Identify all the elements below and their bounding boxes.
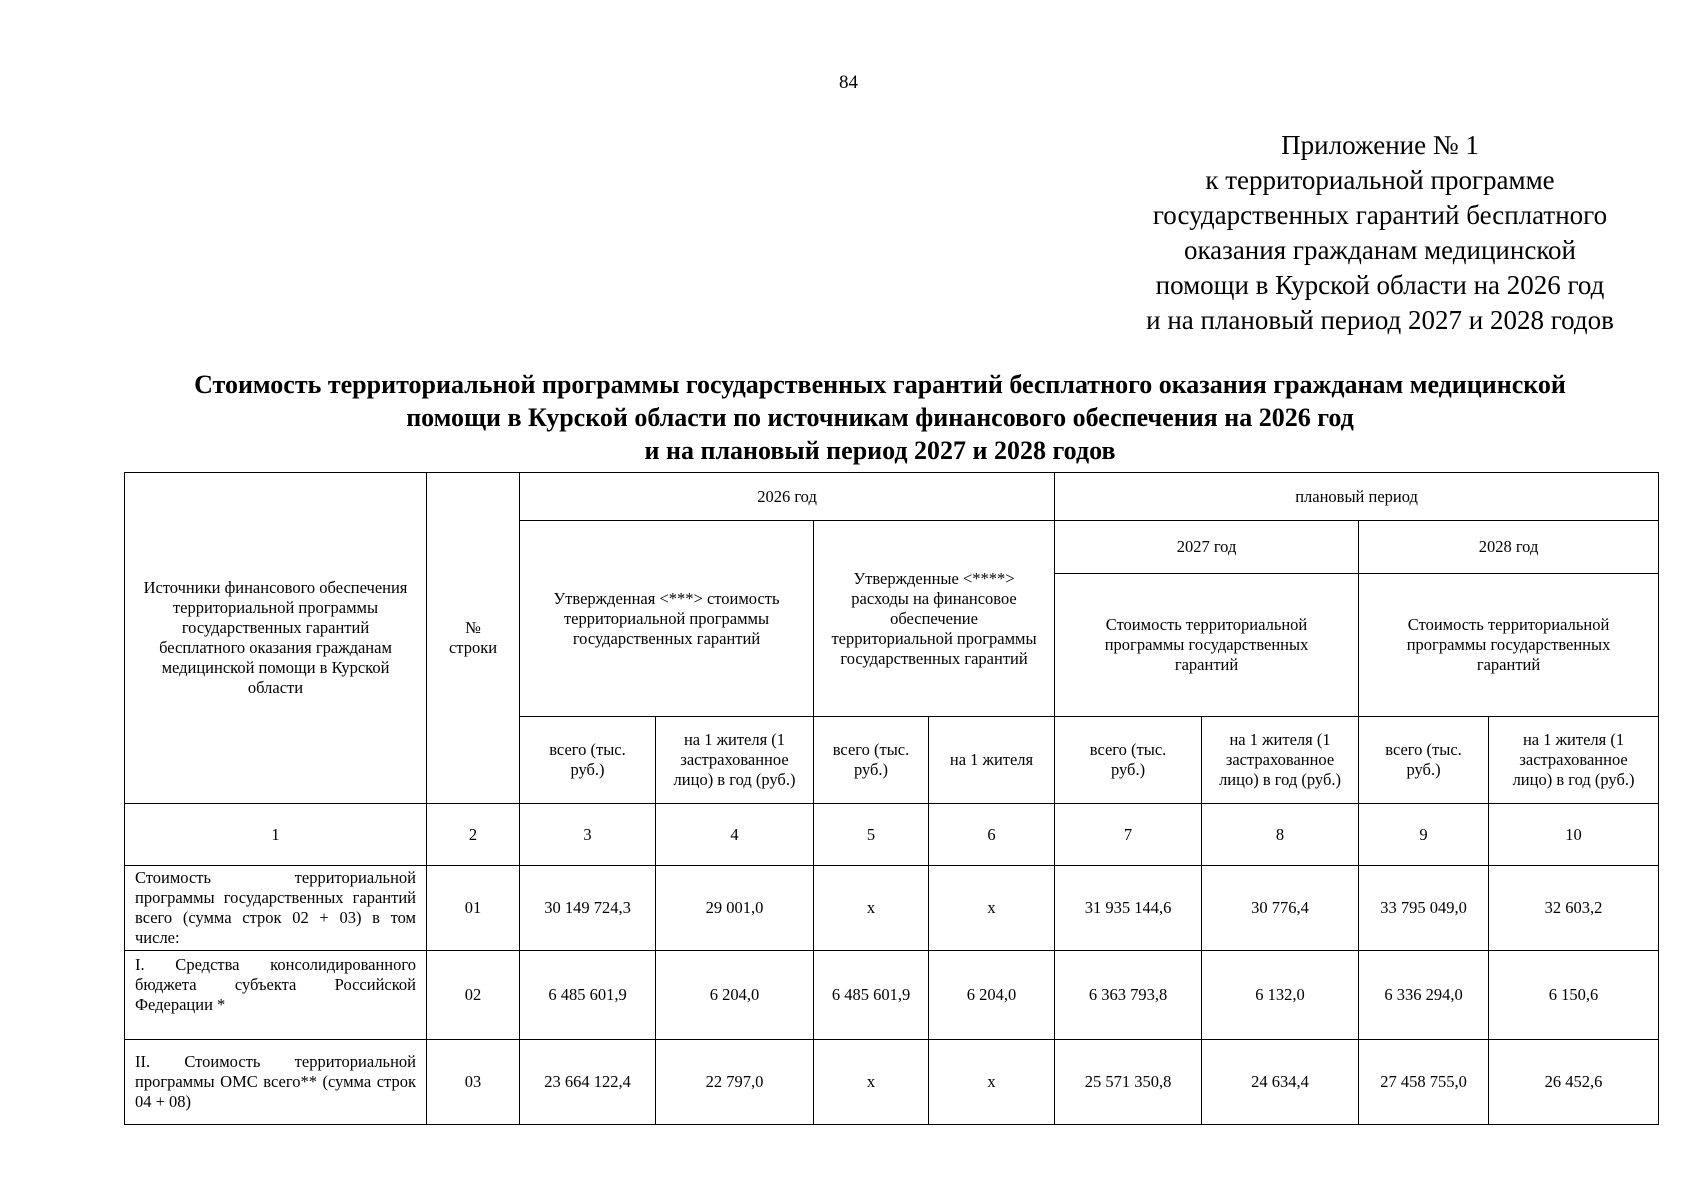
header-cost-2027: Стоимость территориальной программы государственных гарантий — [1055, 574, 1359, 717]
header-source: Источники финансового обеспечения территориальной программы государственных гарантий бесплатного оказания гражданам медицинской помощи в Курской области — [125, 473, 427, 804]
row-code: 01 — [427, 866, 520, 951]
table-row — [125, 951, 1659, 1040]
cell-value: 6 204,0 — [656, 951, 814, 1040]
column-number: 1 — [125, 804, 427, 866]
cell-value: 6 485 601,9 — [520, 951, 656, 1040]
row-code: 03 — [427, 1040, 520, 1125]
header-approved-cost: Утвержденная <***> стоимость территориальной программы государственных гарантий — [520, 521, 814, 717]
cell-value: 22 797,0 — [656, 1040, 814, 1125]
appendix-line: государственных гарантий бесплатного — [1152, 200, 1608, 230]
cell-value: х — [814, 866, 929, 951]
title-line: Стоимость территориальной программы государственных гарантий бесплатного оказания гражданам медицинской — [194, 370, 1566, 399]
column-number: 10 — [1489, 804, 1659, 866]
column-number: 3 — [520, 804, 656, 866]
header-year-2027: 2027 год — [1055, 521, 1359, 574]
title-line: и на плановый период 2027 и 2028 годов — [644, 436, 1116, 465]
cell-value: 30 149 724,3 — [520, 866, 656, 951]
header-planned-period: плановый период — [1055, 473, 1659, 521]
row-code: 02 — [427, 951, 520, 1040]
cell-value: 27 458 755,0 — [1359, 1040, 1489, 1125]
column-number: 4 — [656, 804, 814, 866]
cell-value: 31 935 144,6 — [1055, 866, 1202, 951]
column-number-row — [125, 804, 1659, 866]
page-number: 84 — [839, 72, 858, 93]
cell-value: 29 001,0 — [656, 866, 814, 951]
appendix-line: Приложение № 1 — [1281, 130, 1479, 160]
table-row — [125, 866, 1659, 951]
header-total: всего (тыс. руб.) — [1359, 717, 1489, 804]
header-total: всего (тыс. руб.) — [1055, 717, 1202, 804]
cell-value: 6 132,0 — [1202, 951, 1359, 1040]
column-number: 9 — [1359, 804, 1489, 866]
cell-value: 25 571 350,8 — [1055, 1040, 1202, 1125]
header-year-2026: 2026 год — [520, 473, 1055, 521]
header-row-number: № строки — [427, 473, 520, 804]
cell-value: 6 150,6 — [1489, 951, 1659, 1040]
appendix-header — [1110, 128, 1650, 338]
cell-value: х — [929, 1040, 1055, 1125]
header-total: всего (тыс. руб.) — [520, 717, 656, 804]
header-per-resident-insured: на 1 жителя (1 застрахованное лицо) в год (руб.) — [1202, 717, 1359, 804]
row-label: I. Средства консолидированного бюджета субъекта Российской Федерации * — [125, 951, 427, 1040]
column-number: 6 — [929, 804, 1055, 866]
header-total: всего (тыс. руб.) — [814, 717, 929, 804]
appendix-line: оказания гражданам медицинской — [1183, 235, 1577, 265]
row-label: II. Стоимость территориальной программы ОМС всего** (сумма строк 04 + 08) — [125, 1040, 427, 1125]
cell-value: 32 603,2 — [1489, 866, 1659, 951]
cell-value: 30 776,4 — [1202, 866, 1359, 951]
table-row — [125, 1040, 1659, 1125]
header-per-resident-insured: на 1 жителя (1 застрахованное лицо) в год (руб.) — [1489, 717, 1659, 804]
appendix-line: к территориальной программе — [1205, 165, 1555, 195]
cell-value: х — [929, 866, 1055, 951]
column-number: 2 — [427, 804, 520, 866]
cell-value: 6 204,0 — [929, 951, 1055, 1040]
cell-value: х — [814, 1040, 929, 1125]
cell-value: 23 664 122,4 — [520, 1040, 656, 1125]
column-number: 5 — [814, 804, 929, 866]
cost-table — [124, 472, 1659, 1125]
cell-value: 6 363 793,8 — [1055, 951, 1202, 1040]
header-per-resident-insured: на 1 жителя (1 застрахованное лицо) в год (руб.) — [656, 717, 814, 804]
column-number: 8 — [1202, 804, 1359, 866]
title-line: помощи в Курской области по источникам финансового обеспечения на 2026 год — [406, 403, 1354, 432]
appendix-line: помощи в Курской области на 2026 год — [1155, 270, 1605, 300]
cell-value: 33 795 049,0 — [1359, 866, 1489, 951]
cell-value: 26 452,6 — [1489, 1040, 1659, 1125]
cell-value: 6 336 294,0 — [1359, 951, 1489, 1040]
column-number: 7 — [1055, 804, 1202, 866]
header-approved-expenses: Утвержденные <****> расходы на финансовое обеспечение территориальной программы государственных гарантий — [814, 521, 1055, 717]
document-title — [80, 368, 1680, 467]
header-year-2028: 2028 год — [1359, 521, 1659, 574]
cell-value: 24 634,4 — [1202, 1040, 1359, 1125]
header-per-resident: на 1 жителя — [929, 717, 1055, 804]
cell-value: 6 485 601,9 — [814, 951, 929, 1040]
row-label: Стоимость территориальной программы государственных гарантий всего (сумма строк 02 + 03) в том числе: — [125, 866, 427, 951]
appendix-line: и на плановый период 2027 и 2028 годов — [1146, 305, 1614, 335]
header-cost-2028: Стоимость территориальной программы государственных гарантий — [1359, 574, 1659, 717]
